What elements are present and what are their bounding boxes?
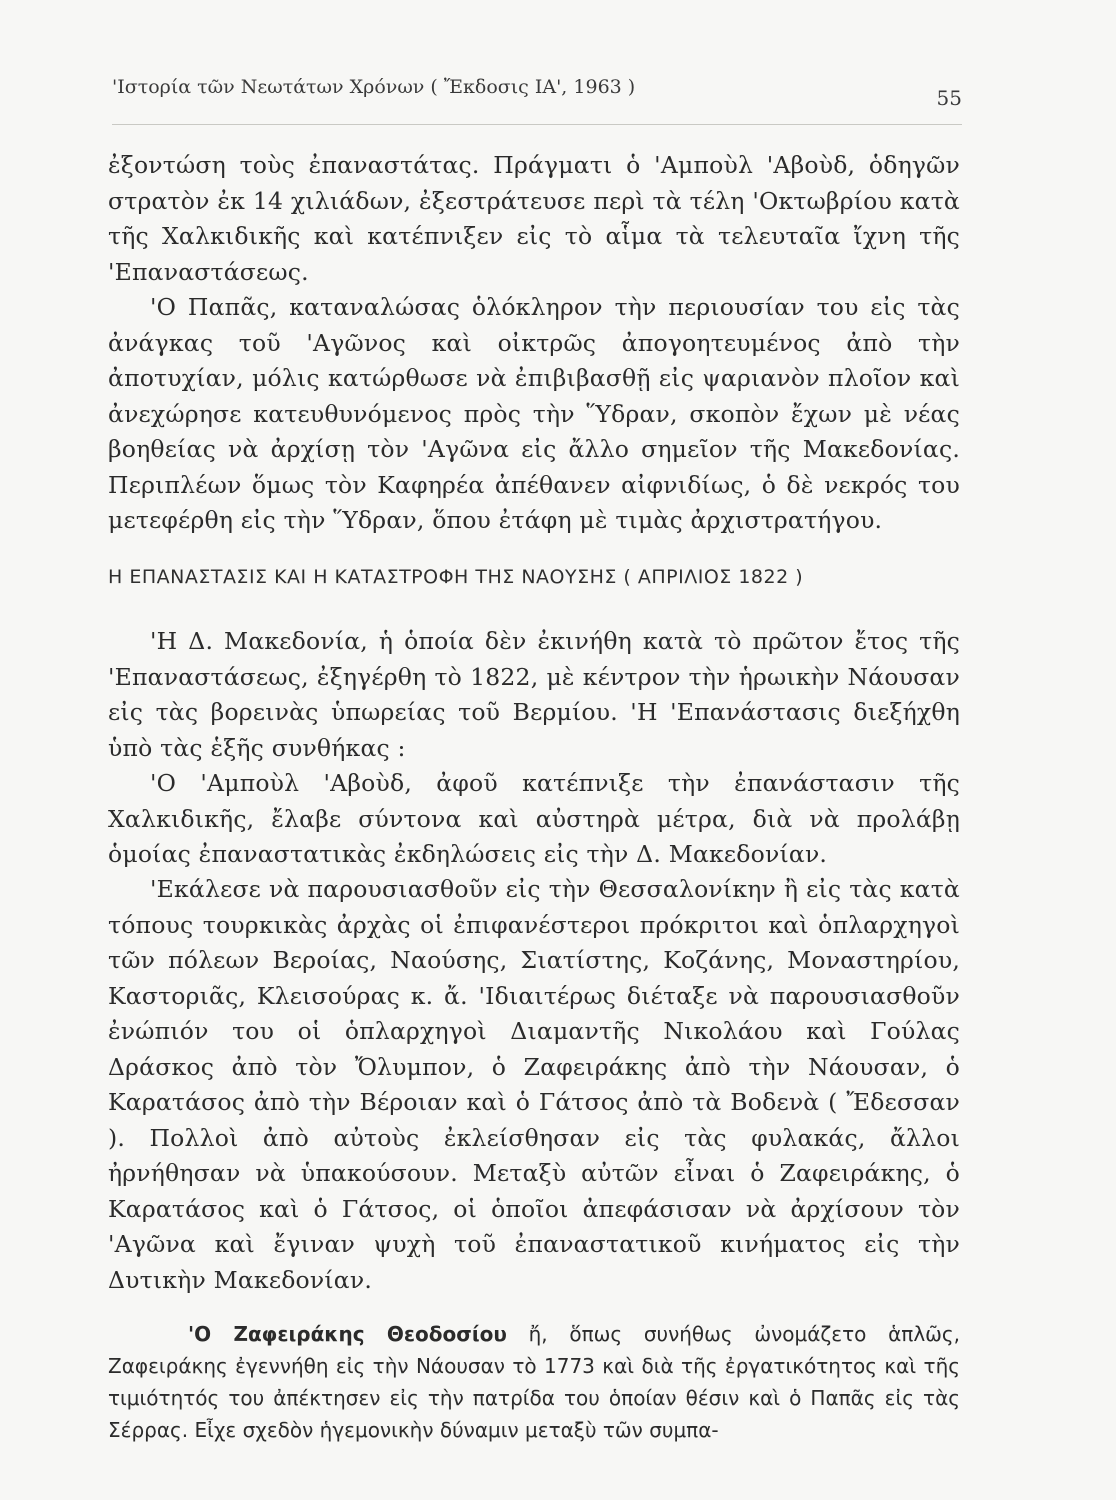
paragraph-2-block bbox=[108, 290, 960, 539]
page-number: 55 bbox=[936, 86, 962, 110]
paragraph-4: 'Ο 'Αμποὺλ 'Αβοὺδ, ἀφοῦ κατέπνιξε τὴν ἐπανάστασιν τῆς Χαλκιδικῆς, ἔλαβε σύντονα καὶ αὐστηρὰ μέτρα, διὰ νὰ προλάβῃ ὁμοίας ἐπαναστατικὰς ἐκδηλώσεις εἰς τὴν Δ. Μακεδονίαν. bbox=[108, 769, 960, 868]
paragraph-3: 'Η Δ. Μακεδονία, ἡ ὁποία δὲν ἐκινήθη κατὰ τὸ πρῶτον ἔτος τῆς 'Επαναστάσεως, ἐξηγέρθη τὸ 1822, μὲ κέντρον τὴν ἡρωικὴν Νάουσαν εἰς τὰς βορεινὰς ὑπωρείας τοῦ Βερμίου. 'Η 'Επανάστασις διεξήχθη ὑπὸ τὰς ἑξῆς συνθήκας : bbox=[108, 627, 960, 762]
header-rule bbox=[112, 124, 962, 125]
header-title: 'Ιστορία τῶν Νεωτάτων Χρόνων ( Ἔκδοσις ΙΑ', 1963 ) bbox=[112, 76, 636, 98]
paragraph-6-bold-name: 'Ο Ζαφειράκης Θεοδοσίου bbox=[188, 1322, 507, 1346]
paragraph-6 bbox=[108, 1318, 960, 1446]
paragraph-3-block bbox=[108, 624, 960, 766]
paragraph-5-block bbox=[108, 872, 960, 1298]
paragraph-1-block bbox=[108, 148, 960, 290]
paragraph-2: 'Ο Παπᾶς, καταναλώσας ὁλόκληρον τὴν περιουσίαν του εἰς τὰς ἀνάγκας τοῦ 'Αγῶνος καὶ οἰκτρῶς ἀπογοητευμένος ἀπὸ τὴν ἀποτυχίαν, μόλις κατώρθωσε νὰ ἐπιβιβασθῇ εἰς ψαριανὸν πλοῖον καὶ ἀνεχώρησε κατευθυνόμενος πρὸς τὴν Ὕδραν, σκοπὸν ἔχων μὲ νέας βοηθείας νὰ ἀρχίσῃ τὸν 'Αγῶνα εἰς ἄλλο σημεῖον τῆς Μακεδονίας. Περιπλέων ὅμως τὸν Καφηρέα ἀπέθανεν αἰφνιδίως, ὁ δὲ νεκρός του μετεφέρθη εἰς τὴν Ὕδραν, ὅπου ἐτάφη μὲ τιμὰς ἀρχιστρατήγου. bbox=[108, 293, 960, 534]
paragraph-5: 'Εκάλεσε νὰ παρουσιασθοῦν εἰς τὴν Θεσσαλονίκην ἢ εἰς τὰς κατὰ τόπους τουρκικὰς ἀρχὰς οἱ ἐπιφανέστεροι πρόκριτοι καὶ ὁπλαρχηγοὶ τῶν πόλεων Βεροίας, Ναούσης, Σιατίστης, Κοζάνης, Μοναστηρίου, Καστοριᾶς, Κλεισούρας κ. ἄ. 'Ιδιαιτέρως διέταξε νὰ παρουσιασθοῦν ἐνώπιόν του οἱ ὁπλαρχηγοὶ Διαμαντῆς Νικολάου καὶ Γούλας Δράσκος ἀπὸ τὸν Ὄλυμπον, ὁ Ζαφειράκης ἀπὸ τὴν Νάουσαν, ὁ Καρατάσος ἀπὸ τὴν Βέροιαν καὶ ὁ Γάτσος ἀπὸ τὰ Βοδενὰ ( Ἔδεσσαν ). Πολλοὶ ἀπὸ αὐτοὺς ἐκλείσθησαν εἰς τὰς φυλακάς, ἄλλοι ἠρνήθησαν νὰ ὑπακούσουν. Μεταξὺ αὐτῶν εἶναι ὁ Ζαφειράκης, ὁ Καρατάσος καὶ ὁ Γάτσος, οἱ ὁποῖοι ἀπεφάσισαν νὰ ἀρχίσουν τὸν 'Αγῶνα καὶ ἔγιναν ψυχὴ τοῦ ἐπαναστατικοῦ κινήματος εἰς τὴν Δυτικὴν Μακεδονίαν. bbox=[108, 875, 960, 1294]
running-header bbox=[112, 70, 962, 110]
section-heading: Η ΕΠΑΝΑΣΤΑΣΙΣ ΚΑΙ Η ΚΑΤΑΣΤΡΟΦΗ ΤΗΣ ΝΑΟΥΣΗΣ ( ΑΠΡΙΛΙΟΣ 1822 ) bbox=[108, 566, 804, 588]
paragraph-6-block bbox=[108, 1318, 960, 1446]
paragraph-1: ἐξοντώση τοὺς ἐπαναστάτας. Πράγματι ὁ 'Αμποὺλ 'Αβοὺδ, ὁδηγῶν στρατὸν ἐκ 14 χιλιάδων, ἐξεστράτευσε περὶ τὰ τέλη 'Οκτωβρίου κατὰ τῆς Χαλκιδικῆς καὶ κατέπνιξεν εἰς τὸ αἷμα τὰ τελευταῖα ἴχνη τῆς 'Επαναστάσεως. bbox=[108, 151, 960, 286]
paragraph-6-text: ἤ, ὅπως συνήθως ὠνομάζετο ἁπλῶς, Ζαφειράκης ἐγεννήθη εἰς τὴν Νάουσαν τὸ 1773 καὶ διὰ τῆς ἐργατικότητος καὶ τῆς τιμιότητός του ἀπέκτησεν εἰς τὴν πατρίδα του ὁποίαν θέσιν καὶ ὁ Παπᾶς εἰς τὰς Σέρρας. Εἶχε σχεδὸν ἡγεμονικὴν δύναμιν μεταξὺ τῶν συμπα- bbox=[108, 1322, 960, 1442]
paragraph-4-block bbox=[108, 766, 960, 873]
